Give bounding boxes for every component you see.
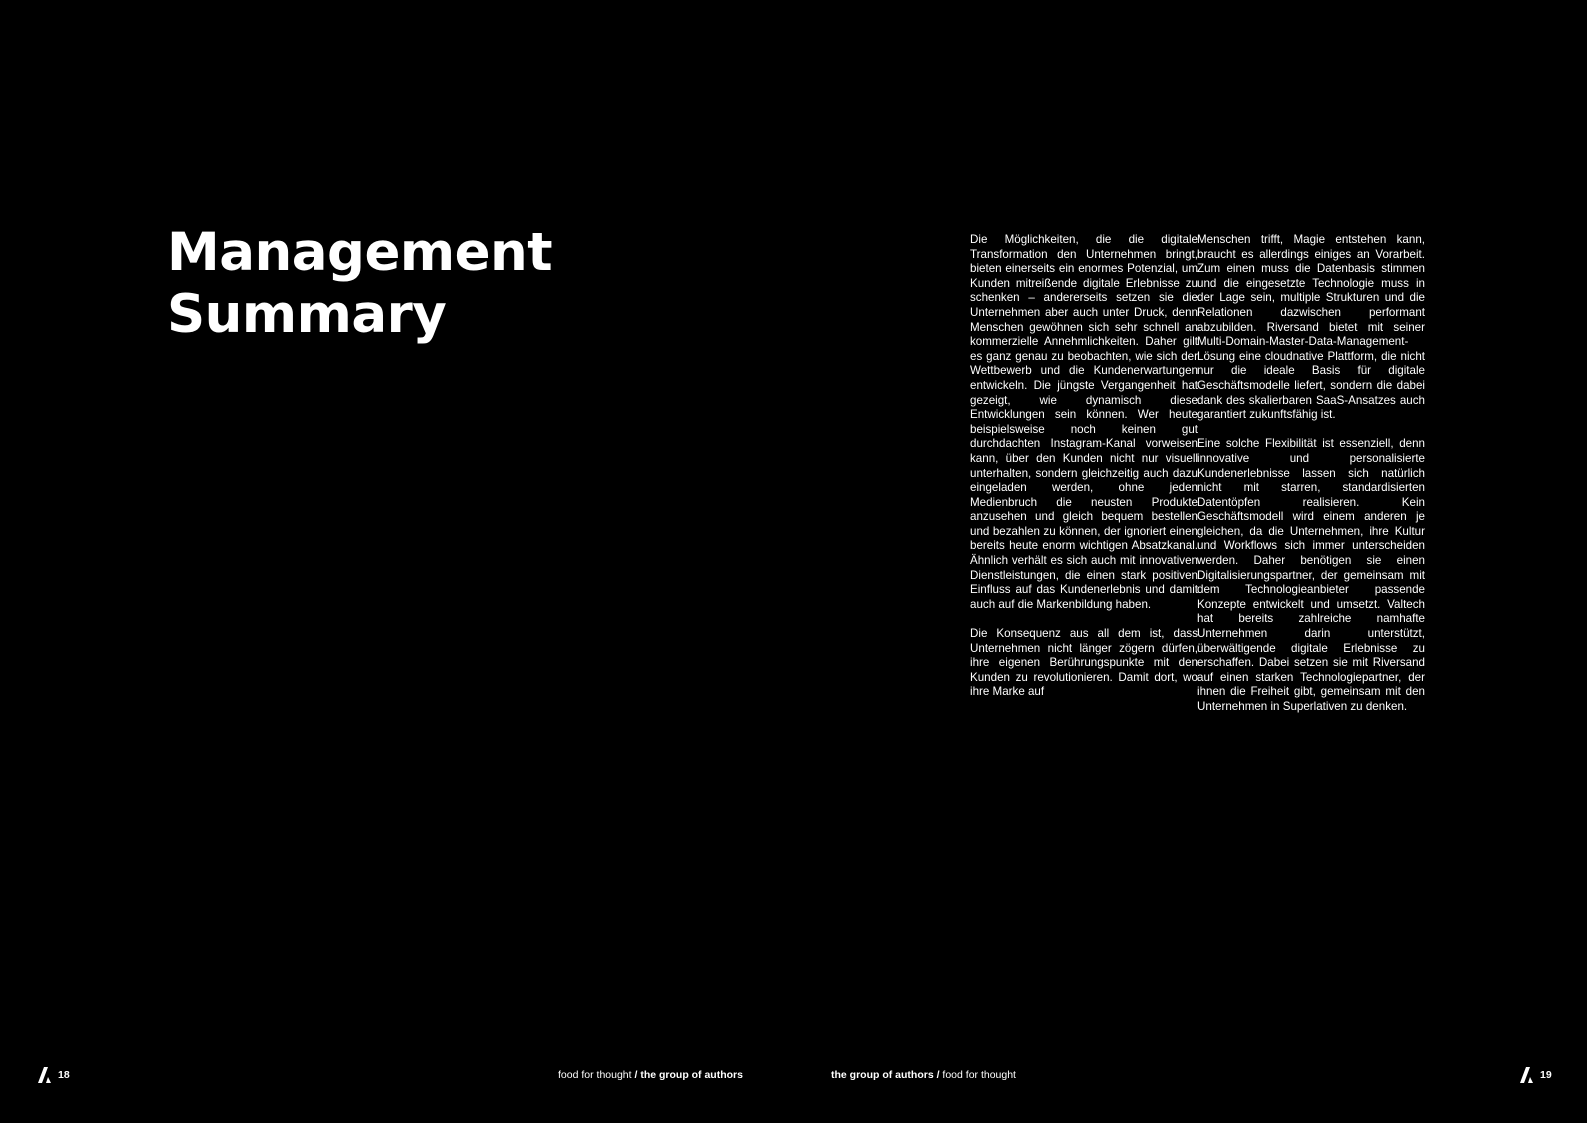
footer-text-plain: food for thought [558,1069,635,1081]
footer-running-title-left [558,1068,743,1082]
body-column-right [1197,233,1425,729]
page-number: 18 [58,1069,70,1081]
page-title-line-2: Summary [167,284,447,345]
page-number-right [1520,1066,1552,1084]
slash-logo-icon [38,1067,52,1083]
footer-text-bold: the group of authors / [831,1069,940,1081]
page-title [167,222,552,346]
footer-text-bold: / the group of authors [634,1069,743,1081]
paragraph: Die Konsequenz aus all dem ist, dass Unternehmen nicht länger zögern dürfen, ihre eigenen Berührungspunkte mit den Kunden zu revolutionieren. Damit dort, wo ihre Marke auf [970,627,1198,699]
slash-logo-icon [1520,1067,1534,1083]
page-number-left [38,1066,70,1084]
page-number: 19 [1540,1069,1552,1081]
body-column-left [970,233,1198,715]
paragraph: Menschen trifft, Magie entstehen kann, braucht es allerdings einiges an Vorarbeit. Zum einen muss die Datenbasis stimmen und die eingesetzte Technologie muss in der Lage sein, multiple Strukturen und die Relationen dazwischen performant abzubilden. Riversand bietet mit seiner Multi-Domain-Master-Data-Management-Lösung eine cloudnative Plattform, die nicht nur die ideale Basis für digitale Geschäftsmodelle liefert, sondern die dabei dank des skalierbaren SaaS-Ansatzes auch garantiert zukunftsfähig ist. [1197,233,1425,422]
footer-text-plain: food for thought [939,1069,1016,1081]
page-title-line-1: Management [167,222,553,283]
footer-running-title-right [831,1068,1016,1082]
paragraph: Eine solche Flexibilität ist essenziell, denn innovative und personalisierte Kundenerlebnisse lassen sich natürlich nicht mit starren, standardisierten Datentöpfen realisieren. Kein Geschäftsmodell wird einem anderen je gleichen, da die Unternehmen, ihre Kultur und Workflows sich immer unterscheiden werden. Daher benötigen sie einen Digitalisierungspartner, der gemeinsam mit dem Technologieanbieter passende Konzepte entwickelt und umsetzt. Valtech hat bereits zahlreiche namhafte Unternehmen darin unterstützt, überwältigende digitale Erlebnisse zu erschaffen. Dabei setzen sie mit Riversand auf einen starken Technologiepartner, der ihnen die Freiheit gibt, gemeinsam mit den Unternehmen in Superlativen zu denken. [1197,437,1425,713]
paragraph: Die Möglichkeiten, die die digitale Transformation den Unternehmen bringt, bieten einerseits ein enormes Potenzial, um Kunden mitreißende digitale Erlebnisse zu schenken – andererseits setzen sie die Unternehmen aber auch unter Druck, denn Menschen gewöhnen sich sehr schnell an kommerzielle Annehmlichkeiten. Daher gilt es ganz genau zu beobachten, wie sich der Wettbewerb und die Kundenerwartungen entwickeln. Die jüngste Vergangenheit hat gezeigt, wie dynamisch diese Entwicklungen sein können. Wer heute beispielsweise noch keinen gut durchdachten Instagram-Kanal vorweisen kann, über den Kunden nicht nur visuell unterhalten, sondern gleichzeitig auch dazu eingeladen werden, ohne jeden Medienbruch die neusten Produkte anzusehen und gleich bequem bestellen und bezahlen zu können, der ignoriert einen bereits heute enorm wichtigen Absatzkanal. Ähnlich verhält es sich auch mit innovativen Dienstleistungen, die einen stark positiven Einfluss auf das Kundenerlebnis und damit auch auf die Markenbildung haben. [970,233,1198,611]
